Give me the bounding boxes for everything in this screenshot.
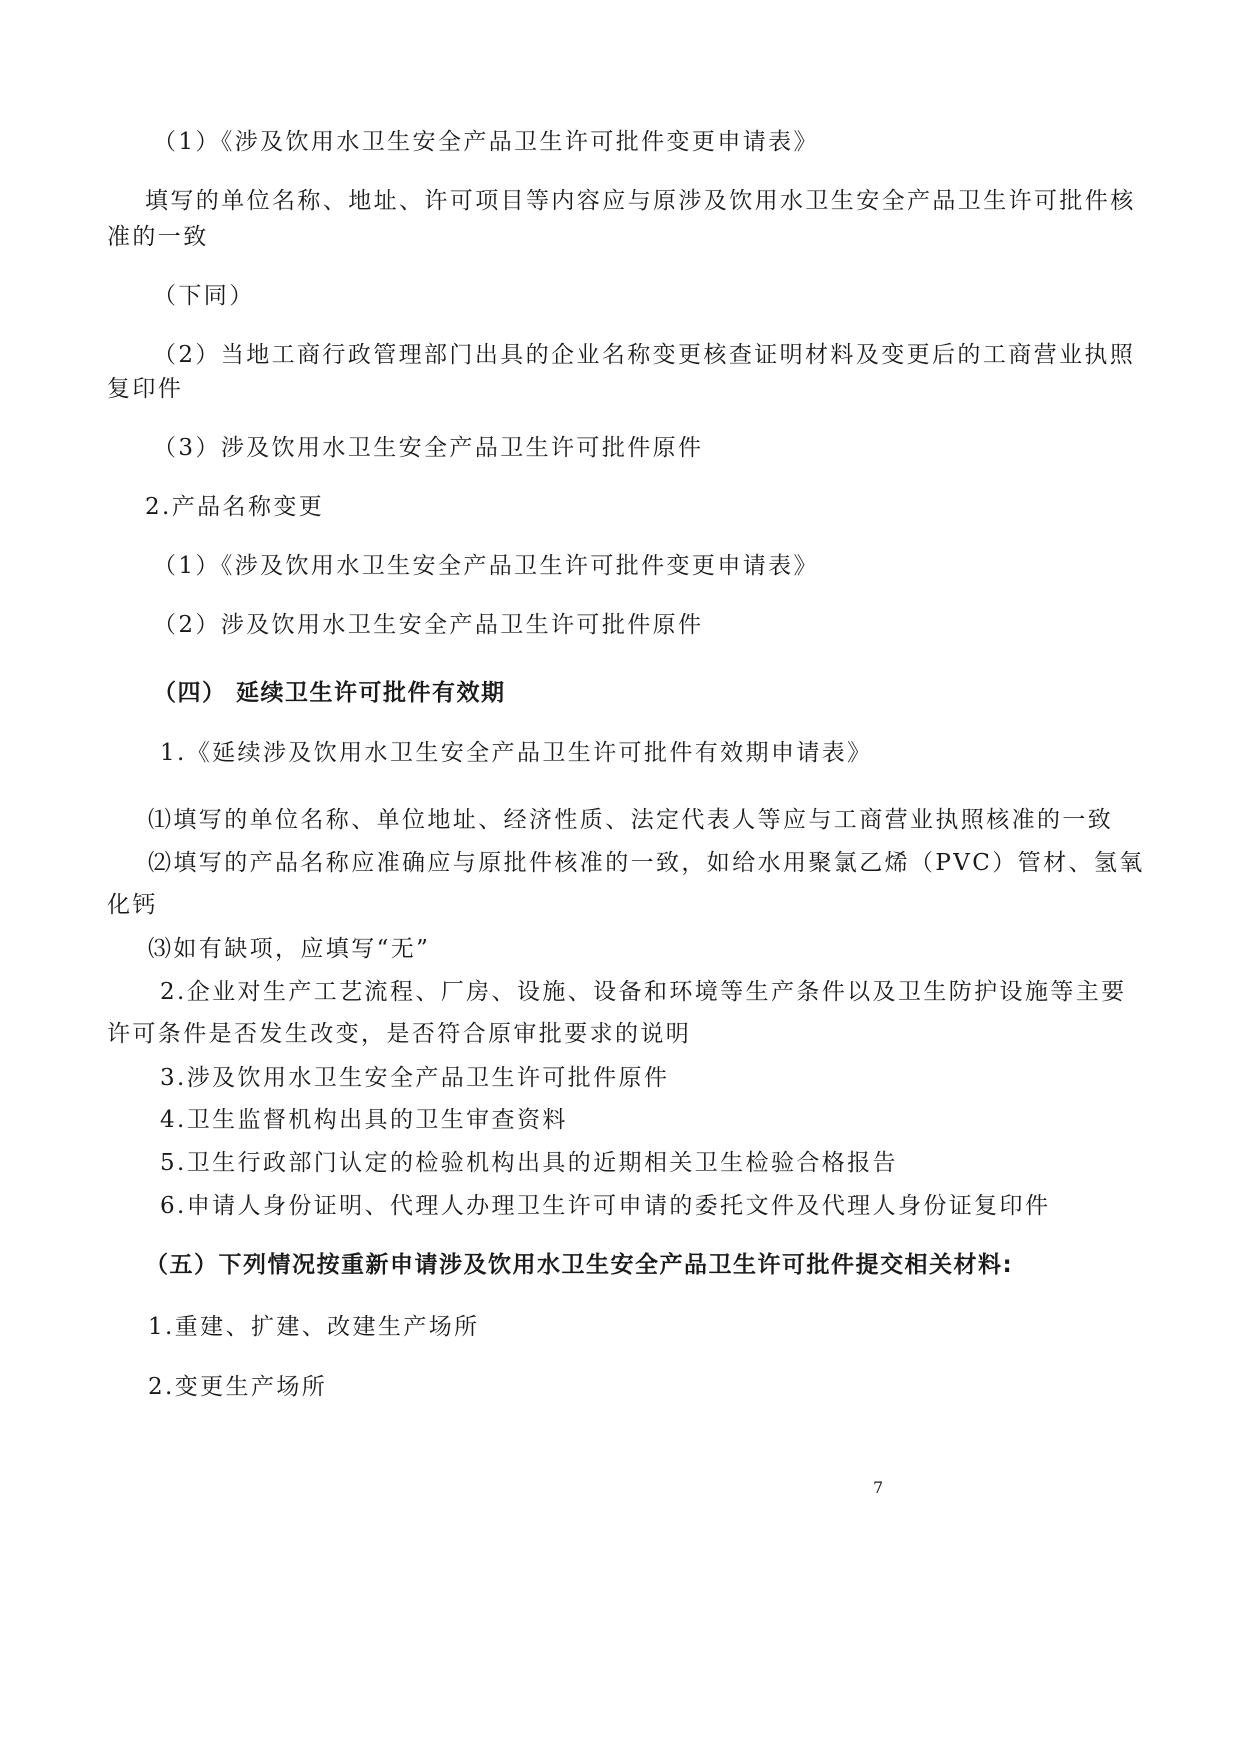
- text-line: 5.卫生行政部门认定的检验机构出具的近期相关卫生检验合格报告: [160, 1150, 898, 1176]
- text-line: 6.申请人身份证明、代理人办理卫生许可申请的委托文件及代理人身份证复印件: [160, 1193, 1051, 1219]
- text-line: 填写的单位名称、地址、许可项目等内容应与原涉及饮用水卫生安全产品卫生许可批件核: [145, 188, 1136, 214]
- text-line: ⑵填写的产品名称应准确应与原批件核准的一致，如给水用聚氯乙烯（PVC）管材、氢氧: [148, 850, 1145, 876]
- text-line: （1）《涉及饮用水卫生安全产品卫生许可批件变更申请表》: [153, 129, 819, 155]
- text-line: 2.企业对生产工艺流程、厂房、设施、设备和环境等生产条件以及卫生防护设施等主要: [160, 979, 1127, 1005]
- text-line: 复印件: [107, 376, 184, 402]
- text-line: 化钙: [107, 892, 158, 918]
- text-line: （1）《涉及饮用水卫生安全产品卫生许可批件变更申请表》: [153, 553, 819, 579]
- section-heading: （四） 延续卫生许可批件有效期: [153, 680, 506, 706]
- text-line: ⑶如有缺项，应填写“无”: [148, 936, 431, 962]
- text-line: 准的一致: [107, 224, 209, 250]
- page-number: 7: [873, 1478, 884, 1497]
- text-line: 许可条件是否发生改变，是否符合原审批要求的说明: [107, 1021, 692, 1047]
- text-line: （2）涉及饮用水卫生安全产品卫生许可批件原件: [153, 612, 704, 638]
- text-line: 1.《延续涉及饮用水卫生安全产品卫生许可批件有效期申请表》: [160, 740, 873, 766]
- text-line: （3）涉及饮用水卫生安全产品卫生许可批件原件: [153, 435, 704, 461]
- text-line: （2）当地工商行政管理部门出具的企业名称变更核查证明材料及变更后的工商营业执照: [153, 342, 1136, 368]
- text-line: 2.产品名称变更: [145, 494, 325, 520]
- text-line: ⑴填写的单位名称、单位地址、经济性质、法定代表人等应与工商营业执照核准的一致: [148, 807, 1114, 833]
- text-line: （下同）: [153, 283, 255, 309]
- section-heading: （五）下列情况按重新申请涉及饮用水卫生安全产品卫生许可批件提交相关材料:: [145, 1252, 1014, 1278]
- text-line: 1.重建、扩建、改建生产场所: [148, 1314, 480, 1340]
- text-line: 2.变更生产场所: [148, 1374, 328, 1400]
- text-line: 3.涉及饮用水卫生安全产品卫生许可批件原件: [160, 1065, 670, 1091]
- text-line: 4.卫生监督机构出具的卫生审查资料: [160, 1107, 568, 1133]
